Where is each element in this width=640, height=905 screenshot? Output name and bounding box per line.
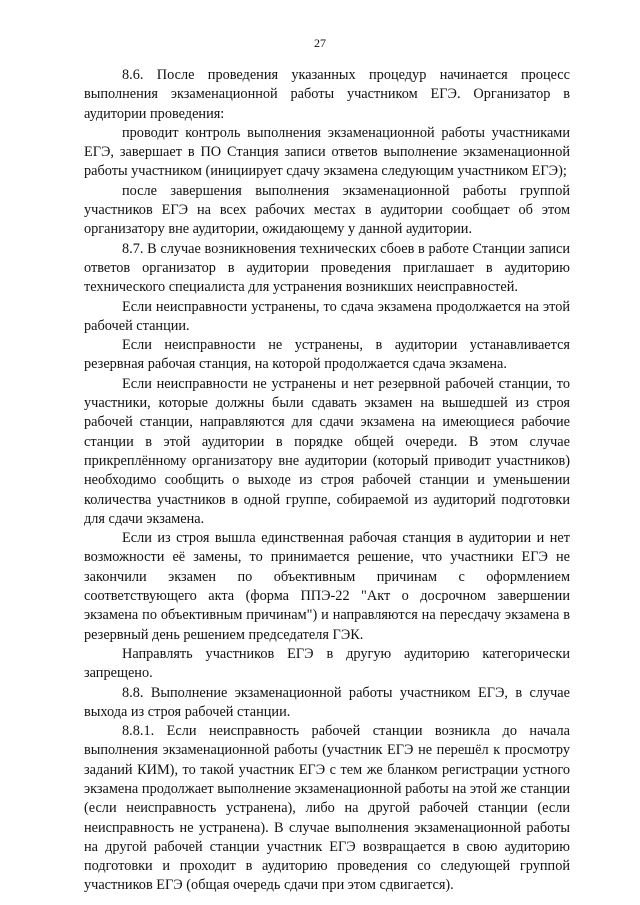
paragraph-control: проводит контроль выполнения экзаменационной работы участниками ЕГЭ, завершает в ПО Станция записи ответов выполнение экзаменационной работы участником (инициирует сдачу экзамена следующим участником ЕГЭ); <box>84 124 570 180</box>
paragraph-8-6: 8.6. После проведения указанных процедур начинается процесс выполнения экзаменационной работы участником ЕГЭ. Организатор в аудитории проведения: <box>84 67 570 122</box>
paragraph-no-reserve: Если неисправности не устранены и нет резервной рабочей станции, то участники, которые должны были сдавать экзамен на вышедшей из строя рабочей станции, направляются для сдачи экзамена на имеющиеся рабочие станции в этой аудитории в порядке общей очереди. В этом случае прикреплённому организатору вне аудитории (который приводит участников) необходимо сообщить о выходе из строя рабочей станции и уменьшении количества участников в одной группе, собираемой из аудиторий подготовки для сдачи экзамена. <box>84 375 570 527</box>
paragraph-after-completion: после завершения выполнения экзаменационной работы группой участников ЕГЭ на всех рабочих местах в аудитории сообщает об этом организатору вне аудитории, ожидающему у данной аудитории. <box>84 182 570 238</box>
document-body <box>84 66 570 896</box>
paragraph-single-station: Если из строя вышла единственная рабочая станция в аудитории и нет возможности её замены, то принимается решение, что участники ЕГЭ не закончили экзамен по объективным причинам с оформлением соответствующего акта (форма ППЭ-22 "Акт о досрочном завершении экзамена по объективным причинам") и направляются на пересдачу экзамена в резервный день решением председателя ГЭК. <box>84 530 570 643</box>
paragraph-8-8-1: 8.8.1. Если неисправность рабочей станции возникла до начала выполнения экзаменационной работы (участник ЕГЭ не перешёл к просмотру заданий КИМ), то такой участник ЕГЭ с тем же бланком регистрации устного экзамена продолжает выполнение экзаменационной работы на этой же станции (если неисправность устранена), либо на другой рабочей станции (если неисправность не устранена). В случае выполнения экзаменационной работы на другой рабочей станции участник ЕГЭ возвращается в свою аудиторию подготовки и проходит в аудиторию проведения со следующей группой участников ЕГЭ (общая очередь сдачи при этом сдвигается). <box>84 723 570 894</box>
paragraph-8-8: 8.8. Выполнение экзаменационной работы участником ЕГЭ, в случае выхода из строя рабочей станции. <box>84 684 570 720</box>
paragraph-prohibition: Направлять участников ЕГЭ в другую аудиторию категорически запрещено. <box>84 645 570 682</box>
paragraph-reserve-station: Если неисправности не устранены, в аудитории устанавливается резервная рабочая станция, на которой продолжается сдача экзамена. <box>84 337 570 373</box>
paragraph-fixed: Если неисправности устранены, то сдача экзамена продолжается на этой рабочей станции. <box>84 298 570 334</box>
page-number: 27 <box>314 36 326 50</box>
paragraph-8-7: 8.7. В случае возникновения технических сбоев в работе Станции записи ответов организатор в аудитории проведения приглашает в аудиторию технического специалиста для устранения возникших неисправностей. <box>84 240 570 296</box>
